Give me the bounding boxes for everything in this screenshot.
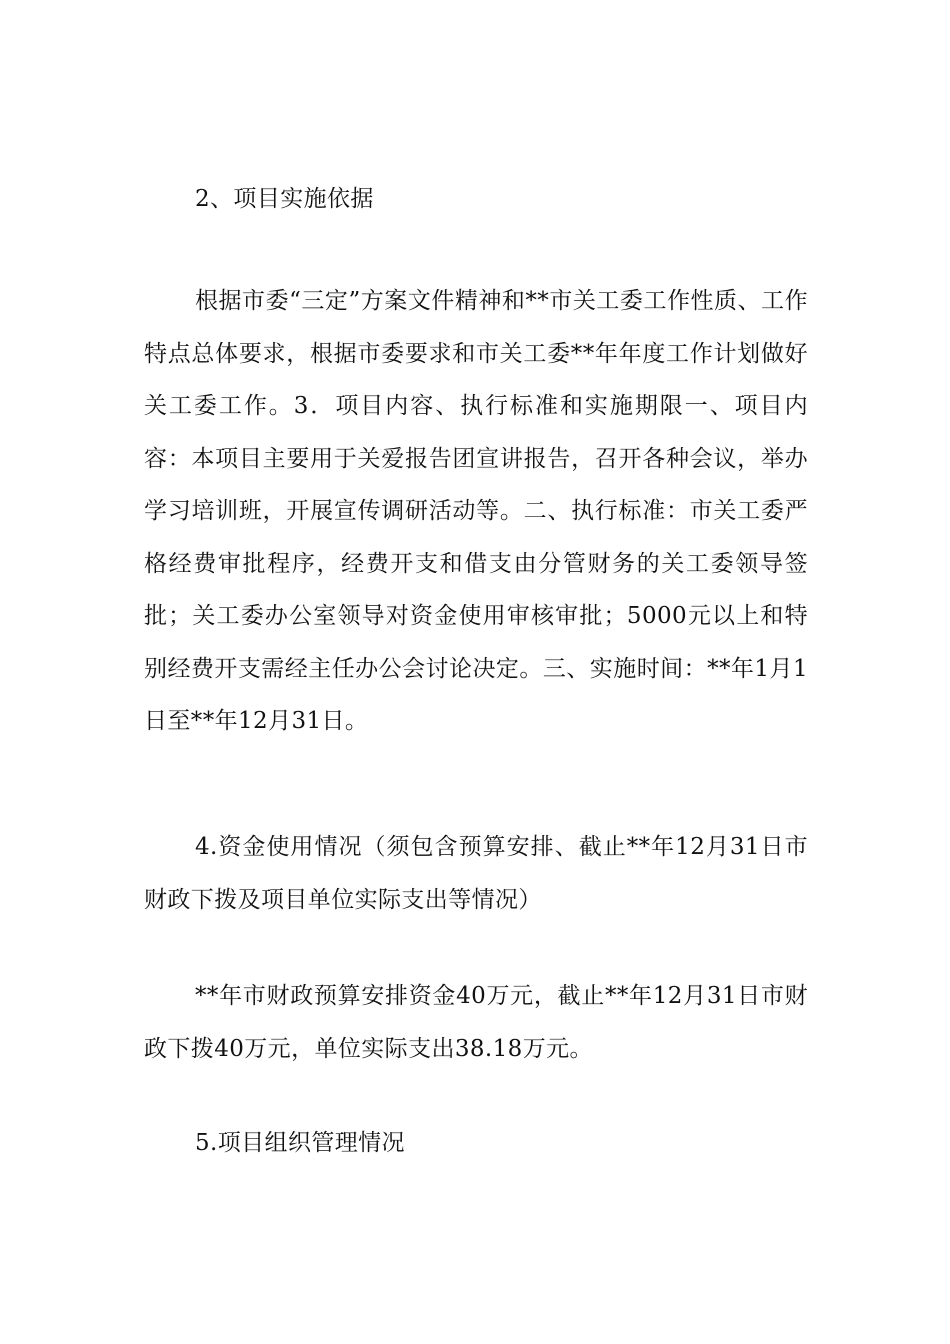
section-heading-fund-usage: 4.资金使用情况（须包含预算安排、截止**年12月31日市财政下拨及项目单位实际支出等情况） (144, 834, 808, 913)
section-heading-project-management: 5.项目组织管理情况 (195, 1130, 405, 1156)
body-paragraph-fund-usage: **年市财政预算安排资金40万元，截止**年12月31日市财政下拨40万元，单位实际支出38.18万元。 (144, 983, 808, 1062)
body-paragraph-implementation-details: 根据市委“三定”方案文件精神和**市关工委工作性质、工作特点总体要求，根据市委要求和市关工委**年年度工作计划做好关工委工作。3．项目内容、执行标准和实施期限一、项目内容：本项目主要用于关爱报告团宣讲报告，召开各种会议，举办学习培训班，开展宣传调研活动等。二、执行标准：市关工委严格经费审批程序，经费开支和借支由分管财务的关工委领导签批；关工委办公室领导对资金使用审核审批；5000元以上和特别经费开支需经主任办公会讨论决定。三、实施时间：**年1月1日至**年12月31日。 (144, 288, 808, 734)
section-heading-implementation-basis: 2、项目实施依据 (195, 186, 374, 212)
